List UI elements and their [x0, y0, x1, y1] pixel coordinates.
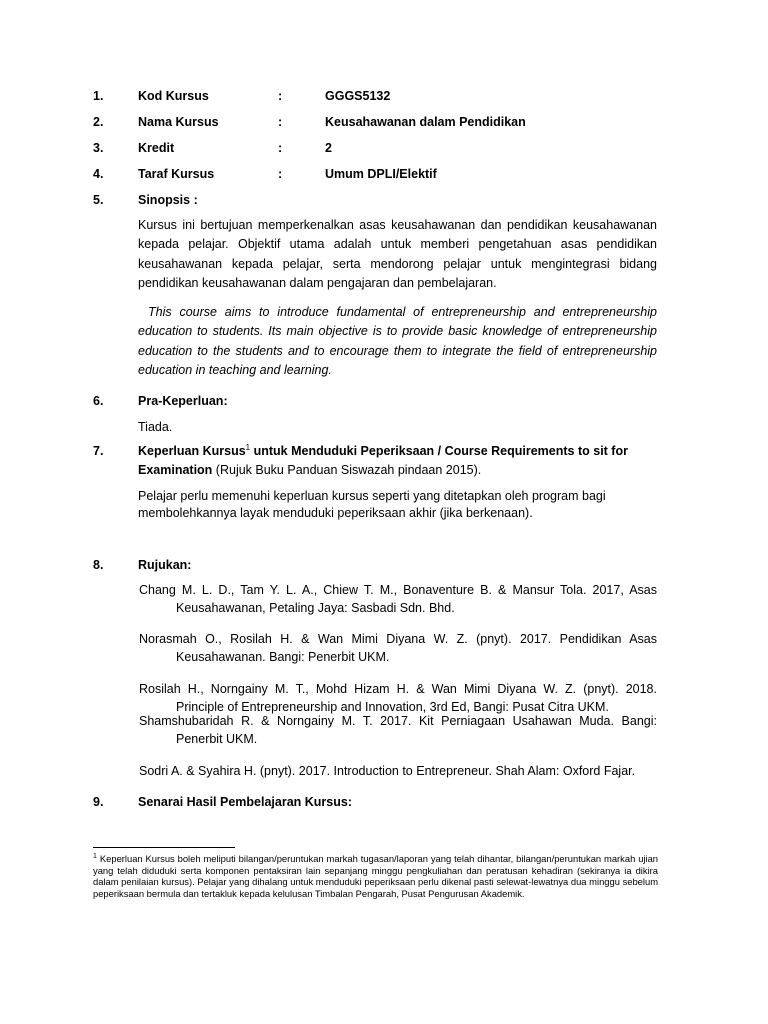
reference-line: Norasmah O., Rosilah H. & Wan Mimi Diyana W. Z. (pnyt). 2017. Pendidikan Asas [139, 632, 657, 646]
requirements-heading-note: (Rujuk Buku Panduan Siswazah pindaan 2015). [212, 463, 482, 477]
reference-item [140, 681, 657, 716]
prerequisite-heading: Pra-Keperluan: [138, 394, 228, 408]
reference-item [140, 582, 657, 617]
footnote-mark: 1 [93, 852, 97, 860]
footnote-text: Keperluan Kursus boleh meliputi bilangan/peruntukan markah tugasan/laporan yang telah dihantar, bilangan/peruntukan markah ujian yang telah diduduki serta komponen pentaksiran lain sepanjang minggu pengkuliahan dan peratusan kehadiran (sekiranya ia dikira dalam penilaian kursus). Pelajar yang dihalang untuk menduduki peperiksaan perlu dikenal pasti selewat-lewatnya dua minggu sebelum peperiksaan bermula dan tertakluk kepada kelulusan Timbalan Pengarah, Pusat Pengurusan Akademik. [93, 853, 658, 899]
outcomes-heading: Senarai Hasil Pembelajaran Kursus: [138, 795, 352, 809]
course-status-value: Umum DPLI/Elektif [325, 167, 437, 181]
requirements-body: Pelajar perlu memenuhi keperluan kursus seperti yang ditetapkan oleh program bagi membolehkannya layak menduduki peperiksaan akhir (jika berkenaan). [138, 489, 606, 520]
item-number: 8. [93, 558, 104, 572]
course-name-value: Keusahawanan dalam Pendidikan [325, 115, 526, 129]
reference-line: Chang M. L. D., Tam Y. L. A., Chiew T. M., Bonaventure B. & Mansur Tola. 2017, Asas [139, 583, 657, 597]
credit-label: Kredit [138, 141, 175, 155]
colon: : [278, 89, 283, 103]
prerequisite-value: Tiada. [138, 420, 173, 434]
footnote-reference[interactable]: 1 [245, 442, 251, 452]
item-number: 6. [93, 394, 104, 408]
reference-line-indent: Keusahawanan. Bangi: Penerbit UKM. [176, 649, 390, 664]
reference-item [140, 631, 657, 666]
item-number: 4. [93, 167, 104, 181]
reference-item [140, 763, 657, 781]
requirements-heading-part1: Keperluan Kursus [138, 444, 246, 458]
course-name-label: Nama Kursus [138, 115, 219, 129]
reference-line: Rosilah H., Norngainy M. T., Mohd Hizam H. & Wan Mimi Diyana W. Z. (pnyt). 2018. [139, 682, 657, 696]
requirements-heading [138, 442, 658, 480]
footnote-separator [93, 847, 235, 848]
synopsis-malay: Kursus ini bertujuan memperkenalkan asas keusahawanan dan pendidikan keusahawanan kepada pelajar. Objektif utama adalah untuk memberi pengetahuan asas pendidikan keusahawanan kepada pelajar, serta mendorong pelajar untuk mengintegrasi bidang pendidikan keusahawanan dalam pengajaran dan pembelajaran. [138, 218, 657, 290]
course-code-value: GGGS5132 [325, 89, 391, 103]
course-code-label: Kod Kursus [138, 89, 209, 103]
credit-value: 2 [325, 141, 332, 155]
reference-line: Shamshubaridah R. & Norngainy M. T. 2017. Kit Perniagaan Usahawan Muda. Bangi: [139, 714, 657, 728]
colon: : [278, 141, 283, 155]
reference-line-indent: Keusahawanan, Petaling Jaya: Sasbadi Sdn. Bhd. [176, 600, 455, 615]
reference-line: Sodri A. & Syahira H. (pnyt). 2017. Introduction to Entrepreneur. Shah Alam: Oxford Fajar. [139, 764, 636, 778]
synopsis-english: This course aims to introduce fundamental of entrepreneurship and entrepreneurship education to students. Its main objective is to provide basic knowledge of entrepreneurship education to the students and to encourage them to integrate the field of entrepreneurship education in teaching and learning. [138, 305, 657, 377]
colon: : [278, 167, 283, 181]
requirements-heading-part2: untuk Menduduki Peperiksaan / Course Requirements to sit for Examination [138, 444, 628, 477]
synopsis-heading: Sinopsis : [138, 193, 198, 207]
item-number: 7. [93, 444, 104, 458]
item-number: 5. [93, 193, 104, 207]
colon: : [278, 115, 283, 129]
references-heading: Rujukan: [138, 558, 192, 572]
reference-line-indent: Principle of Entrepreneurship and Innovation, 3rd Ed, Bangi: Pusat Citra UKM. [176, 699, 609, 714]
course-status-label: Taraf Kursus [138, 167, 215, 181]
footnote [93, 853, 658, 899]
item-number: 2. [93, 115, 104, 129]
reference-item [140, 713, 657, 748]
item-number: 1. [93, 89, 104, 103]
reference-line-indent: Penerbit UKM. [176, 731, 258, 746]
item-number: 9. [93, 795, 104, 809]
item-number: 3. [93, 141, 104, 155]
